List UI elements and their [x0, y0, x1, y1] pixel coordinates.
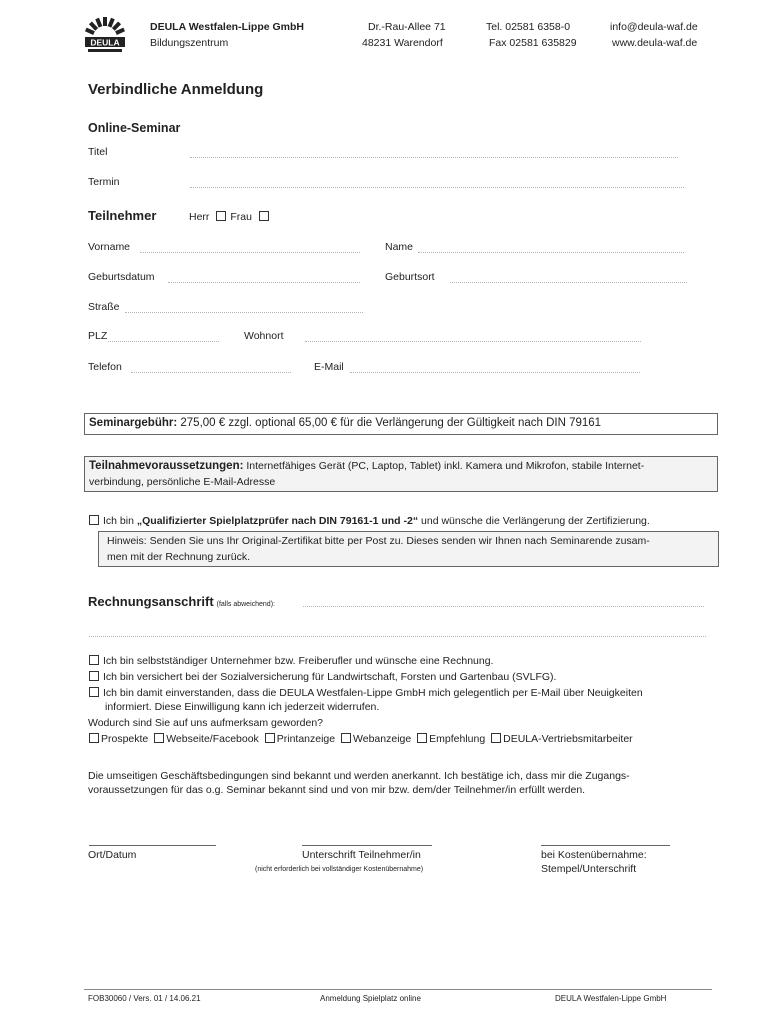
- source-label-prospekte: Prospekte: [101, 733, 149, 745]
- source-checkbox-vertrieb[interactable]: [491, 733, 501, 743]
- footer-company: DEULA Westfalen-Lippe GmbH: [555, 994, 667, 1003]
- herr-checkbox[interactable]: [216, 211, 226, 221]
- prerequisites-text-2: verbindung, persönliche E-Mail-Adresse: [89, 476, 276, 488]
- terms-line-1: Die umseitigen Geschäftsbedingungen sind bekannt und werden anerkannt. Ich bestätige ich, dass mir die Zugangs-: [88, 770, 630, 782]
- consent-checkbox[interactable]: [89, 687, 99, 697]
- geburtsort-label: Geburtsort: [385, 271, 435, 283]
- page-title: Verbindliche Anmeldung: [88, 81, 264, 98]
- geburtsort-field[interactable]: [450, 282, 687, 283]
- billing-address-field-1[interactable]: [303, 606, 704, 607]
- source-checkbox-webanzeige[interactable]: [341, 733, 351, 743]
- source-label-webanzeige: Webanzeige: [353, 733, 412, 745]
- company-subtitle: Bildungszentrum: [150, 37, 229, 49]
- company-web-link[interactable]: www.deula-waf.de: [612, 37, 698, 49]
- company-email-link[interactable]: info@deula-waf.de: [610, 21, 698, 33]
- svlfg-checkbox[interactable]: [89, 671, 99, 681]
- svlfg-label: Ich bin versichert bei der Sozialversicherung für Landwirtschaft, Forsten und Gartenbau (SVLFG).: [103, 671, 557, 683]
- billing-heading-group: [88, 594, 275, 609]
- option-svlfg: [89, 671, 556, 683]
- place-date-label: Ort/Datum: [88, 849, 137, 861]
- telefon-label: Telefon: [88, 361, 122, 373]
- frau-label: Frau: [230, 211, 252, 223]
- certificate-qualification: „Qualifizierter Spielplatzprüfer nach DIN 79161-1 und -2“: [136, 515, 419, 527]
- certificate-post: und wünsche die Verlängerung der Zertifizierung.: [418, 515, 650, 527]
- wohnort-field[interactable]: [305, 341, 641, 342]
- certificate-checkbox[interactable]: [89, 515, 99, 525]
- telefon-field[interactable]: [131, 372, 291, 373]
- company-street: Dr.-Rau-Allee 71: [368, 21, 446, 33]
- self-employed-label: Ich bin selbstständiger Unternehmer bzw. Freiberufler und wünsche eine Rechnung.: [103, 655, 494, 667]
- source-options: [89, 733, 633, 745]
- consent-label-2: informiert. Diese Einwilligung kann ich jederzeit widerrufen.: [105, 701, 380, 713]
- billing-note: (falls abweichend):: [216, 601, 275, 608]
- frau-checkbox[interactable]: [259, 211, 269, 221]
- name-field[interactable]: [418, 252, 684, 253]
- fee-value: 275,00 € zzgl. optional 65,00 € für die Verlängerung der Gültigkeit nach DIN 79161: [177, 417, 602, 429]
- email-field[interactable]: [350, 372, 640, 373]
- strasse-label: Straße: [88, 301, 120, 313]
- hint-box: [98, 531, 719, 567]
- geburtsdatum-field[interactable]: [168, 282, 360, 283]
- hint-line-1: Hinweis: Senden Sie uns Ihr Original-Zertifikat bitte per Post zu. Dieses senden wir Ihnen nach Seminarende zusam-: [107, 535, 650, 547]
- geburtsdatum-label: Geburtsdatum: [88, 271, 155, 283]
- email-label: E-Mail: [314, 361, 344, 373]
- place-date-field[interactable]: [89, 845, 216, 846]
- company-city: 48231 Warendorf: [362, 37, 443, 49]
- participant-signature-field[interactable]: [302, 845, 432, 846]
- seminar-title-label: Titel: [88, 146, 108, 158]
- billing-address-field-2[interactable]: [89, 636, 706, 637]
- self-employed-checkbox[interactable]: [89, 655, 99, 665]
- prerequisites-text-1: Internetfähiges Gerät (PC, Laptop, Tablet) inkl. Kamera und Mikrofon, stabile Internet-: [243, 460, 645, 472]
- consent-label-1: Ich bin damit einverstanden, dass die DEULA Westfalen-Lippe GmbH mich gelegentlich per E-Mail über Neuigkeiten: [103, 687, 643, 699]
- seminar-date-label: Termin: [88, 176, 120, 188]
- seminar-heading: Online-Seminar: [88, 121, 181, 135]
- source-checkbox-printanzeige[interactable]: [265, 733, 275, 743]
- source-label-webseite: Webseite/Facebook: [166, 733, 259, 745]
- herr-label: Herr: [189, 211, 210, 223]
- prerequisites-box: [84, 456, 718, 492]
- footer-doc-name: Anmeldung Spielplatz online: [320, 994, 421, 1003]
- source-label-vertrieb: DEULA-Vertriebsmitarbeiter: [503, 733, 633, 745]
- certificate-line: [89, 515, 650, 527]
- source-checkbox-webseite[interactable]: [154, 733, 164, 743]
- company-name: DEULA Westfalen-Lippe GmbH: [150, 21, 305, 33]
- footer-doc-id: FOB30060 / Vers. 01 / 14.06.21: [88, 994, 201, 1003]
- option-self-employed: [89, 655, 493, 667]
- cost-signature-label: Stempel/Unterschrift: [541, 863, 637, 875]
- prerequisites-line-1: [89, 460, 644, 472]
- seminar-title-field[interactable]: [190, 157, 678, 158]
- participant-signature-label: Unterschrift Teilnehmer/in: [302, 849, 421, 861]
- fee-text: [89, 417, 601, 429]
- plz-label: PLZ: [88, 330, 108, 342]
- deula-logo: [82, 16, 128, 56]
- cost-signature-field[interactable]: [541, 845, 670, 846]
- terms-line-2: voraussetzungen für das o.g. Seminar bekannt sind und von mir bzw. dem/der Teilnehmer/in erfüllt werden.: [88, 784, 586, 796]
- source-checkbox-prospekte[interactable]: [89, 733, 99, 743]
- source-checkbox-empfehlung[interactable]: [417, 733, 427, 743]
- hint-line-2: men mit der Rechnung zurück.: [107, 551, 250, 563]
- company-fax: Fax 02581 635829: [489, 37, 577, 49]
- participant-heading: Teilnehmer: [88, 208, 157, 223]
- svg-text:DEULA: DEULA: [90, 37, 120, 48]
- vorname-field[interactable]: [140, 252, 360, 253]
- option-consent: [89, 687, 643, 699]
- cost-label: bei Kostenübernahme:: [541, 849, 647, 861]
- plz-field[interactable]: [108, 341, 219, 342]
- fee-box: [84, 413, 718, 435]
- strasse-field[interactable]: [125, 312, 363, 313]
- company-phone: Tel. 02581 6358-0: [486, 21, 571, 33]
- source-question: Wodurch sind Sie auf uns aufmerksam geworden?: [88, 717, 324, 729]
- source-label-printanzeige: Printanzeige: [276, 733, 336, 745]
- salutation-group: [189, 211, 273, 223]
- certificate-pre: Ich bin: [103, 515, 137, 527]
- participant-signature-note: (nicht erforderlich bei vollständiger Kostenübernahme): [255, 866, 424, 873]
- wohnort-label: Wohnort: [244, 330, 284, 342]
- vorname-label: Vorname: [88, 241, 131, 253]
- prerequisites-label: Teilnahmevoraussetzungen:: [89, 460, 244, 472]
- name-label: Name: [385, 241, 414, 253]
- source-label-empfehlung: Empfehlung: [429, 733, 486, 745]
- footer-divider: [84, 989, 712, 990]
- fee-label: Seminargebühr:: [89, 417, 178, 429]
- billing-heading: Rechnungsanschrift: [88, 594, 214, 609]
- seminar-date-field[interactable]: [190, 187, 684, 188]
